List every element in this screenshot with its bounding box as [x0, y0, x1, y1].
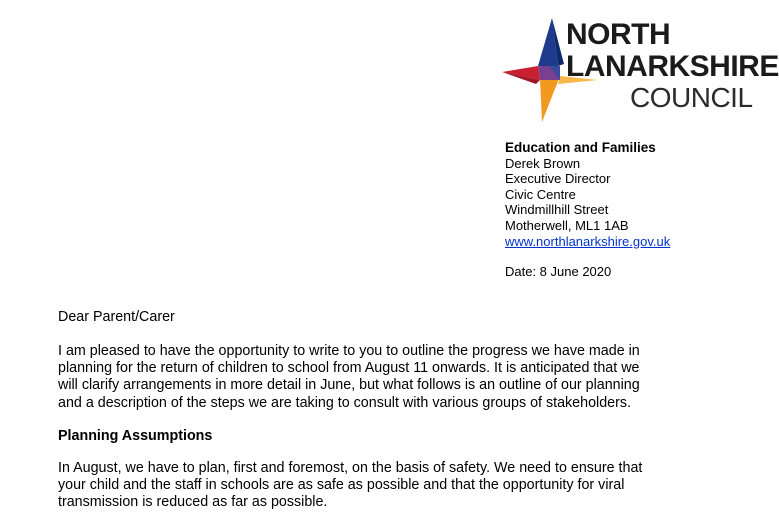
logo-text-lanarkshire: LANARKSHIRE	[566, 50, 779, 83]
town-postcode: Motherwell, ML1 1AB	[505, 217, 629, 233]
building-name: Civic Centre	[505, 186, 576, 202]
director-name: Derek Brown	[505, 155, 581, 171]
paragraph-line: your child and the staff in schools are as safe as possible and that the opportunity for viral	[58, 477, 625, 494]
paragraph-line: transmission is reduced as far as possible.	[58, 494, 328, 511]
letter-greeting: Dear Parent/Carer	[58, 309, 175, 325]
website-link[interactable]: www.northlanarkshire.gov.uk	[505, 233, 671, 249]
director-title: Executive Director	[505, 171, 611, 187]
letter-date: Date: 8 June 2020	[505, 264, 612, 279]
logo-text-council: COUNCIL	[630, 82, 753, 113]
paragraph-line: I am pleased to have the opportunity to write to you to outline the progress we have made in	[58, 343, 640, 359]
paragraph-intro	[58, 343, 748, 412]
paragraph-line: In August, we have to plan, first and foremost, on the basis of safety. We need to ensure that	[58, 460, 643, 476]
logo-text-north: NORTH	[566, 18, 671, 51]
council-logo	[500, 14, 779, 124]
sender-address	[505, 140, 670, 249]
paragraph-line: planning for the return of children to school from August 11 onwards. It is anticipated that we	[58, 360, 640, 377]
paragraph-line: will clarify arrangements in more detail in June, but what follows is an outline of our planning	[58, 377, 640, 394]
section-heading: Planning Assumptions	[58, 428, 213, 444]
street-name: Windmillhill Street	[505, 202, 609, 218]
department-name: Education and Families	[505, 140, 656, 155]
paragraph-line: and a description of the steps we are taking to consult with various groups of stakeholders.	[58, 394, 631, 411]
paragraph-planning	[58, 460, 748, 512]
